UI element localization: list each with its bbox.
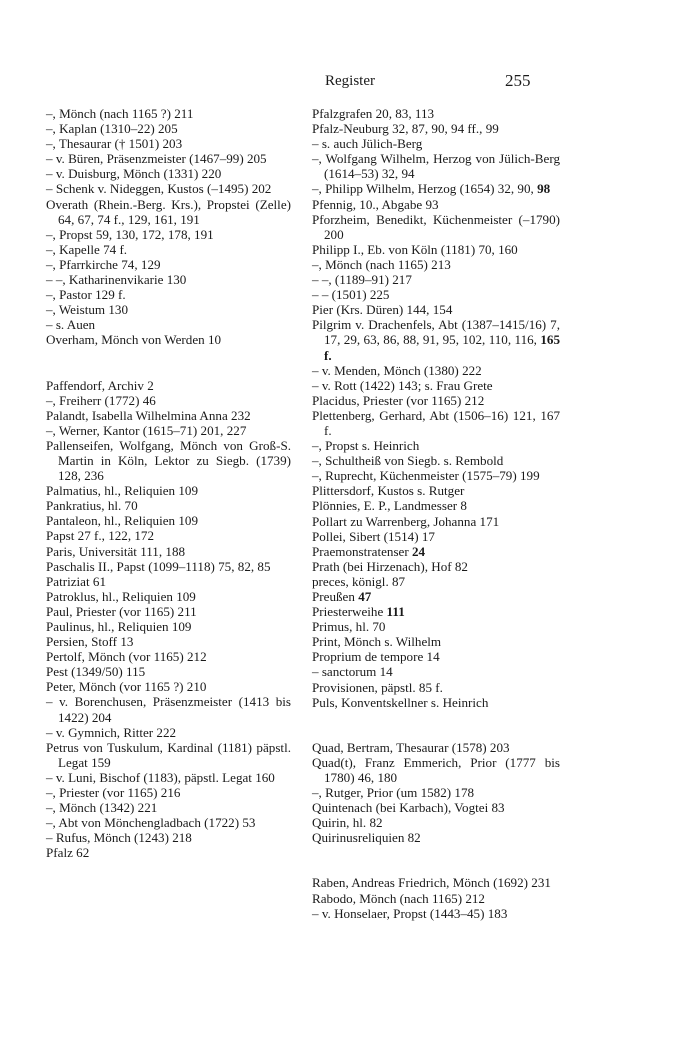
index-entry xyxy=(312,830,560,845)
index-entry-text: Papst 27 f., 122, 172 xyxy=(46,528,155,544)
index-entry xyxy=(312,815,560,830)
index-entry-text: Quad, Bertram, Thesaurar (1578) 203 xyxy=(312,739,510,755)
index-entry xyxy=(312,906,560,921)
index-entry-bold-ref: 24 xyxy=(412,543,426,559)
index-entry xyxy=(312,181,560,196)
index-entry xyxy=(46,544,291,559)
index-entry xyxy=(312,317,560,362)
index-entry xyxy=(46,559,291,574)
index-entry-text: Palmatius, hl., Reliquien 109 xyxy=(46,483,199,499)
index-entry xyxy=(46,332,291,347)
index-entry-text: –, Weistum 130 xyxy=(46,302,128,318)
index-entry xyxy=(46,242,291,257)
index-entry-text: Pankratius, hl. 70 xyxy=(46,498,138,514)
index-entry-text: Paffendorf, Archiv 2 xyxy=(46,377,154,393)
index-entry xyxy=(46,257,291,272)
index-entry xyxy=(312,634,560,649)
index-entry-text: Pforzheim, Benedikt, Küchenmeister (–1790) 200 xyxy=(312,211,560,242)
index-entry xyxy=(46,302,291,317)
index-entry-text: Print, Mönch s. Wilhelm xyxy=(312,634,442,650)
index-entry-text: –, Propst s. Heinrich xyxy=(312,438,420,454)
index-entry-text: – v. Büren, Präsenzmeister (1467–99) 205 xyxy=(46,151,267,167)
index-entry-text: –, Werner, Kantor (1615–71) 201, 227 xyxy=(46,422,247,438)
index-entry-text: Preußen xyxy=(312,589,359,604)
index-entry xyxy=(46,166,291,181)
index-entry xyxy=(46,197,291,227)
index-entry xyxy=(312,438,560,453)
index-entry-text: –, Rutger, Prior (um 1582) 178 xyxy=(312,785,475,801)
index-entry xyxy=(312,468,560,483)
index-entry-text: Placidus, Priester (vor 1165) 212 xyxy=(312,392,485,408)
index-entry-text: Peter, Mönch (vor 1165 ?) 210 xyxy=(46,679,207,695)
index-entry-text: preces, königl. 87 xyxy=(312,573,406,589)
index-entry-text: Paschalis II., Papst (1099–1118) 75, 82, 85 xyxy=(46,558,271,574)
index-entry-text: –, Wolfgang Wilhelm, Herzog von Jülich-Berg (1614–53) 32, 94 xyxy=(312,151,560,182)
index-entry-text: – Schenk v. Nideggen, Kustos (–1495) 202 xyxy=(46,181,272,197)
index-entry xyxy=(312,755,560,785)
index-entry xyxy=(312,212,560,242)
index-entry xyxy=(46,106,291,121)
index-entry-text: –, Pfarrkirche 74, 129 xyxy=(46,256,161,272)
index-entry xyxy=(312,875,560,890)
index-entry-text: – v. Rott (1422) 143; s. Frau Grete xyxy=(312,377,493,393)
index-entry xyxy=(46,378,291,393)
index-entry xyxy=(312,589,560,604)
index-entry-text: Quintenach (bei Karbach), Vogtei 83 xyxy=(312,800,505,816)
index-entry-text: Pertolf, Mönch (vor 1165) 212 xyxy=(46,649,207,665)
index-entry xyxy=(46,664,291,679)
index-entry xyxy=(312,649,560,664)
index-entry xyxy=(46,151,291,166)
index-entry-text: –, Mönch (nach 1165) 213 xyxy=(312,256,451,272)
index-entry-text: Pilgrim v. Drachenfels, Abt (1387–1415/16) 7, 17, 29, 63, 86, 88, 91, 95, 102, 110, 116, xyxy=(312,317,560,348)
index-entry xyxy=(46,800,291,815)
index-entry-text: –, Thesaurar († 1501) 203 xyxy=(46,136,183,152)
index-entry xyxy=(312,740,560,755)
index-entry-text: Paulinus, hl., Reliquien 109 xyxy=(46,619,192,634)
index-entry-bold-ref: 165 f. xyxy=(324,332,560,363)
index-entry-text: –, Schultheiß von Siegb. s. Rembold xyxy=(312,453,504,469)
index-entry-text: –, Abt von Mönchengladbach (1722) 53 xyxy=(46,815,256,831)
index-entry-text: –, Pastor 129 f. xyxy=(46,287,126,303)
index-entry xyxy=(46,574,291,589)
index-entry-text: Palandt, Isabella Wilhelmina Anna 232 xyxy=(46,407,251,423)
index-entry-text: Patroklus, hl., Reliquien 109 xyxy=(46,588,196,604)
index-entry-text: Provisionen, päpstl. 85 f. xyxy=(312,679,443,695)
index-entry-text: Paul, Priester (vor 1165) 211 xyxy=(46,603,197,619)
index-entry-text: Pfennig, 10., Abgabe 93 xyxy=(312,196,439,212)
index-entry-text: Puls, Konventskellner s. Heinrich xyxy=(312,694,489,710)
index-entry xyxy=(312,664,560,679)
index-entry-text: Primus, hl. 70 xyxy=(312,619,386,635)
index-entry xyxy=(312,287,560,302)
index-entry xyxy=(312,695,560,710)
index-column-left xyxy=(46,106,291,861)
index-entry xyxy=(46,272,291,287)
index-entry xyxy=(46,679,291,694)
index-entry xyxy=(312,378,560,393)
index-entry xyxy=(46,740,291,770)
index-entry-text: Rabodo, Mönch (nach 1165) 212 xyxy=(312,890,485,906)
index-entry-bold-ref: 111 xyxy=(386,604,405,620)
index-entry xyxy=(46,785,291,800)
index-entry xyxy=(312,483,560,498)
index-entry-text: Philipp I., Eb. von Köln (1181) 70, 160 xyxy=(312,241,518,257)
index-entry-text: Plönnies, E. P., Landmesser 8 xyxy=(312,498,467,514)
index-entry-text: Patriziat 61 xyxy=(46,573,106,589)
index-entry xyxy=(46,408,291,423)
index-entry-text: Overath (Rhein.-Berg. Krs.), Propstei (Zelle) 64, 67, 74 f., 129, 161, 191 xyxy=(46,196,291,227)
index-entry xyxy=(312,121,560,136)
index-entry xyxy=(46,287,291,302)
index-entry-text: –, Kapelle 74 f. xyxy=(46,241,128,257)
index-entry-text: Pfalz 62 xyxy=(46,845,90,861)
index-entry-text: – s. auch Jülich-Berg xyxy=(312,136,423,152)
index-entry-text: –, Mönch (nach 1165 ?) 211 xyxy=(46,106,194,121)
index-entry xyxy=(312,498,560,513)
index-entry-text: Prath (bei Hirzenach), Hof 82 xyxy=(312,558,468,574)
index-entry-text: –, Propst 59, 130, 172, 178, 191 xyxy=(46,226,214,242)
index-entry-text: – – (1501) 225 xyxy=(312,287,390,303)
index-entry xyxy=(312,574,560,589)
index-entry-text: – v. Duisburg, Mönch (1331) 220 xyxy=(46,166,222,182)
index-entry xyxy=(46,770,291,785)
index-entry xyxy=(46,815,291,830)
index-entry-text: Pfalz-Neuburg 32, 87, 90, 94 ff., 99 xyxy=(312,121,499,137)
index-entry xyxy=(312,891,560,906)
index-entry-text: Quad(t), Franz Emmerich, Prior (1777 bis 1780) 46, 180 xyxy=(312,754,560,785)
index-entry xyxy=(312,242,560,257)
index-entry-text: Proprium de tempore 14 xyxy=(312,649,440,665)
index-entry xyxy=(46,845,291,860)
index-entry-text: Plittersdorf, Kustos s. Rutger xyxy=(312,483,465,499)
index-entry xyxy=(46,438,291,483)
index-entry-text: – sanctorum 14 xyxy=(312,664,393,680)
index-entry-text: Pest (1349/50) 115 xyxy=(46,664,146,680)
index-entry-text: Paris, Universität 111, 188 xyxy=(46,543,186,559)
index-entry xyxy=(46,634,291,649)
index-entry-text: Pfalzgrafen 20, 83, 113 xyxy=(312,106,435,121)
index-entry xyxy=(312,363,560,378)
page-header-title: Register xyxy=(325,73,375,89)
index-entry xyxy=(46,649,291,664)
index-entry-text: –, Priester (vor 1165) 216 xyxy=(46,785,181,801)
index-entry-text: Pallenseifen, Wolfgang, Mönch von Groß-S. Martin in Köln, Lektor zu Siegb. (1739) 128, 236 xyxy=(46,437,291,484)
index-entry xyxy=(46,181,291,196)
index-entry-text: Petrus von Tuskulum, Kardinal (1181) päpstl. Legat 159 xyxy=(46,739,291,770)
index-entry-bold-ref: 47 xyxy=(358,589,372,604)
index-entry xyxy=(312,136,560,151)
index-entry-text: Overham, Mönch von Werden 10 xyxy=(46,332,222,348)
index-entry-text: – v. Honselaer, Propst (1443–45) 183 xyxy=(312,905,508,921)
index-entry xyxy=(46,121,291,136)
index-entry-text: –, Ruprecht, Küchenmeister (1575–79) 199 xyxy=(312,468,540,484)
index-entry xyxy=(312,559,560,574)
index-entry xyxy=(312,604,560,619)
index-entry-text: – –, Katharinenvikarie 130 xyxy=(46,272,187,288)
index-entry-text: Priesterweihe xyxy=(312,604,387,620)
index-entry xyxy=(46,227,291,242)
index-entry xyxy=(46,317,291,332)
index-column-right xyxy=(312,106,560,921)
index-entry-bold-ref: 98 xyxy=(537,181,551,197)
index-entry xyxy=(46,393,291,408)
index-entry-text: –, Mönch (1342) 221 xyxy=(46,800,158,816)
index-entry xyxy=(312,544,560,559)
index-entry-text: Praemonstratenser xyxy=(312,543,412,559)
index-entry-text: – s. Auen xyxy=(46,317,96,333)
index-entry xyxy=(312,272,560,287)
index-entry-text: – v. Luni, Bischof (1183), päpstl. Legat 160 xyxy=(46,769,275,785)
index-entry xyxy=(312,529,560,544)
index-entry xyxy=(46,513,291,528)
index-entry-text: Plettenberg, Gerhard, Abt (1506–16) 121, 167 f. xyxy=(312,407,560,438)
index-entry xyxy=(312,408,560,438)
index-entry-text: Persien, Stoff 13 xyxy=(46,634,134,650)
index-entry-text: –, Freiherr (1772) 46 xyxy=(46,392,156,408)
index-entry xyxy=(312,393,560,408)
index-entry xyxy=(46,589,291,604)
index-entry xyxy=(46,604,291,619)
index-entry xyxy=(312,106,560,121)
index-entry xyxy=(312,680,560,695)
index-entry-text: –, Kaplan (1310–22) 205 xyxy=(46,121,178,137)
index-entry xyxy=(46,136,291,151)
index-entry xyxy=(312,785,560,800)
index-entry xyxy=(312,197,560,212)
index-entry xyxy=(46,498,291,513)
index-entry-text: – v. Borenchusen, Präsenzmeister (1413 bis 1422) 204 xyxy=(46,694,291,725)
index-entry-text: – v. Gymnich, Ritter 222 xyxy=(46,724,177,740)
index-entry xyxy=(46,725,291,740)
index-entry xyxy=(312,514,560,529)
index-entry-text: – Rufus, Mönch (1243) 218 xyxy=(46,830,192,846)
index-entry-text: Pier (Krs. Düren) 144, 154 xyxy=(312,302,453,318)
index-entry xyxy=(46,528,291,543)
index-entry xyxy=(312,619,560,634)
index-entry xyxy=(312,302,560,317)
index-entry xyxy=(46,619,291,634)
index-entry-text: – v. Menden, Mönch (1380) 222 xyxy=(312,362,482,378)
index-entry xyxy=(46,830,291,845)
index-entry xyxy=(46,694,291,724)
index-entry-text: Pollart zu Warrenberg, Johanna 171 xyxy=(312,513,500,529)
index-entry-text: Quirin, hl. 82 xyxy=(312,815,383,831)
page-number: 255 xyxy=(505,71,531,90)
index-entry xyxy=(312,151,560,181)
index-entry xyxy=(312,257,560,272)
index-entry-text: Pantaleon, hl., Reliquien 109 xyxy=(46,513,199,529)
index-entry xyxy=(312,453,560,468)
index-entry-text: –, Philipp Wilhelm, Herzog (1654) 32, 90, xyxy=(312,181,538,197)
index-entry xyxy=(46,483,291,498)
index-entry xyxy=(46,423,291,438)
index-entry-text: Pollei, Sibert (1514) 17 xyxy=(312,528,435,544)
index-entry-text: Quirinusreliquien 82 xyxy=(312,830,421,846)
index-entry-text: Raben, Andreas Friedrich, Mönch (1692) 231 xyxy=(312,875,551,891)
index-entry xyxy=(312,800,560,815)
index-entry-text: – –, (1189–91) 217 xyxy=(312,272,412,288)
